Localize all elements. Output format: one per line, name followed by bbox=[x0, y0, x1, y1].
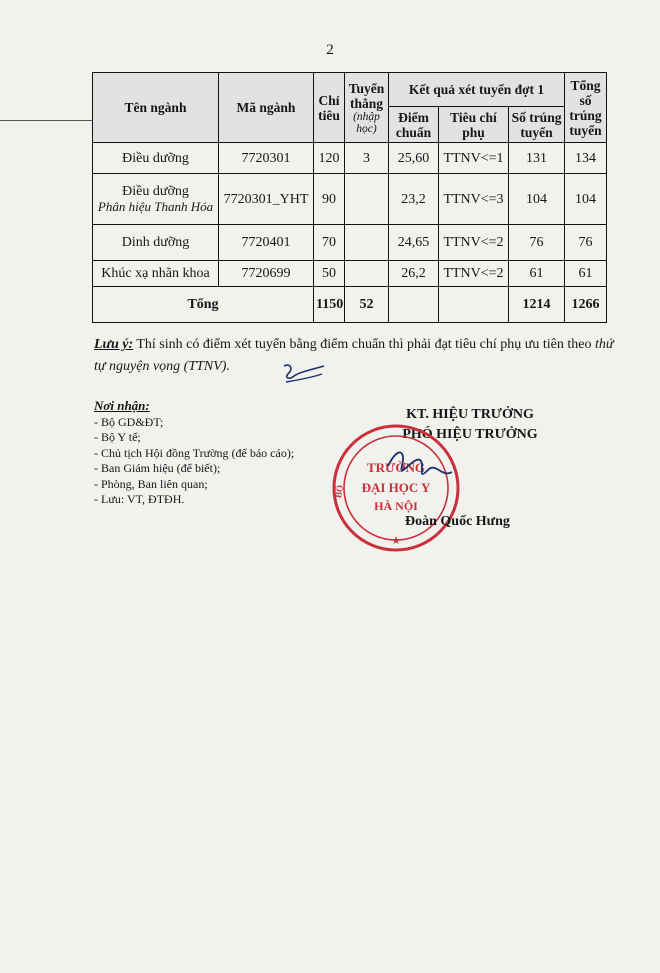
table-row bbox=[93, 174, 607, 225]
header-direct-admission: Tuyển thẳng (nhập học) bbox=[345, 73, 389, 143]
quota: 50 bbox=[314, 261, 345, 287]
table-row bbox=[93, 261, 607, 287]
total-row bbox=[93, 287, 607, 323]
admitted-count: 104 bbox=[509, 174, 565, 225]
sub-criteria: TTNV<=2 bbox=[439, 261, 509, 287]
table-row bbox=[93, 225, 607, 261]
cutoff-score: 26,2 bbox=[389, 261, 439, 287]
quota: 90 bbox=[314, 174, 345, 225]
note-label: Lưu ý: bbox=[94, 337, 134, 352]
recipient-item: - Bộ GD&ĐT; bbox=[94, 414, 164, 429]
quota: 70 bbox=[314, 225, 345, 261]
table-row bbox=[93, 143, 607, 174]
seal-side-text: BỘ bbox=[332, 484, 346, 499]
header-sub-criteria: Tiêu chí phụ bbox=[439, 107, 509, 143]
admitted-count: 61 bbox=[509, 261, 565, 287]
admitted-count: 131 bbox=[509, 143, 565, 174]
direct-admission bbox=[345, 261, 389, 287]
major-code: 7720301_YHT bbox=[219, 174, 314, 225]
total-admitted: 76 bbox=[565, 225, 607, 261]
direct-admission: 3 bbox=[345, 143, 389, 174]
university-seal bbox=[328, 420, 464, 556]
recipient-item: - Bộ Y tế; bbox=[94, 430, 141, 444]
recipient-item: - Chủ tịch Hội đồng Trường (để báo cáo); bbox=[94, 445, 295, 460]
total-admitted: 104 bbox=[565, 174, 607, 225]
total-admitted-count: 1214 bbox=[509, 287, 565, 323]
major-name: Dinh dưỡng bbox=[93, 225, 219, 261]
grand-total: 1266 bbox=[565, 287, 607, 323]
major-code: 7720401 bbox=[219, 225, 314, 261]
recipients-block bbox=[94, 398, 294, 508]
header-admitted-count: Số trúng tuyển bbox=[509, 107, 565, 143]
header-cutoff-score: Điểm chuẩn bbox=[389, 107, 439, 143]
admission-results-table bbox=[92, 72, 607, 323]
header-major-code: Mã ngành bbox=[219, 73, 314, 143]
recipients-title: Nơi nhận: bbox=[94, 398, 150, 413]
sub-criteria: TTNV<=2 bbox=[439, 225, 509, 261]
handwritten-initial-mark bbox=[280, 360, 330, 386]
header-round1-results: Kết quả xét tuyển đợt 1 bbox=[389, 73, 565, 107]
total-admitted: 134 bbox=[565, 143, 607, 174]
page-number: 2 bbox=[326, 42, 334, 58]
major-name: Điều dưỡng Phân hiệu Thanh Hóa bbox=[93, 174, 219, 225]
direct-admission bbox=[345, 174, 389, 225]
scan-line-artifact bbox=[0, 120, 92, 121]
quota: 120 bbox=[314, 143, 345, 174]
direct-admission bbox=[345, 225, 389, 261]
header-total-admitted: Tổng số trúng tuyển bbox=[565, 73, 607, 143]
major-name: Điều dưỡng bbox=[93, 143, 219, 174]
major-code: 7720301 bbox=[219, 143, 314, 174]
note-text: Thí sinh có điểm xét tuyển bằng điểm chuẩn thì phải đạt tiêu chí phụ ưu tiên theo bbox=[133, 337, 595, 352]
signatory-name: Đoàn Quốc Hưng bbox=[405, 514, 510, 529]
note-italic: thứ tự nguyện vọng (TTNV). bbox=[94, 337, 614, 374]
major-name: Khúc xạ nhãn khoa bbox=[93, 261, 219, 287]
recipient-item: - Ban Giám hiệu (để biết); bbox=[94, 461, 221, 475]
sub-criteria: TTNV<=3 bbox=[439, 174, 509, 225]
signature-line2: PHÓ HIỆU TRƯỞNG bbox=[402, 427, 538, 442]
cutoff-score: 25,60 bbox=[389, 143, 439, 174]
seal-star-icon: ★ bbox=[391, 535, 401, 547]
note-paragraph bbox=[94, 334, 614, 378]
recipient-item: - Phòng, Ban liên quan; bbox=[94, 476, 208, 491]
header-quota: Chỉ tiêu bbox=[314, 73, 345, 143]
seal-line2: ĐẠI HỌC Y bbox=[361, 480, 431, 495]
seal-line3: HÀ NỘI bbox=[374, 499, 418, 513]
total-label: Tổng bbox=[93, 287, 314, 323]
admitted-count: 76 bbox=[509, 225, 565, 261]
sub-criteria: TTNV<=1 bbox=[439, 143, 509, 174]
header-major-name: Tên ngành bbox=[93, 73, 219, 143]
branch-name: Phân hiệu Thanh Hóa bbox=[97, 199, 214, 214]
total-direct: 52 bbox=[345, 287, 389, 323]
seal-line1: TRƯỜNG bbox=[366, 460, 426, 475]
cutoff-score: 23,2 bbox=[389, 174, 439, 225]
signature-line1: KT. HIỆU TRƯỞNG bbox=[406, 407, 534, 422]
total-quota: 1150 bbox=[314, 287, 345, 323]
recipient-item: - Lưu: VT, ĐTĐH. bbox=[94, 492, 185, 506]
cutoff-score: 24,65 bbox=[389, 225, 439, 261]
total-admitted: 61 bbox=[565, 261, 607, 287]
major-code: 7720699 bbox=[219, 261, 314, 287]
